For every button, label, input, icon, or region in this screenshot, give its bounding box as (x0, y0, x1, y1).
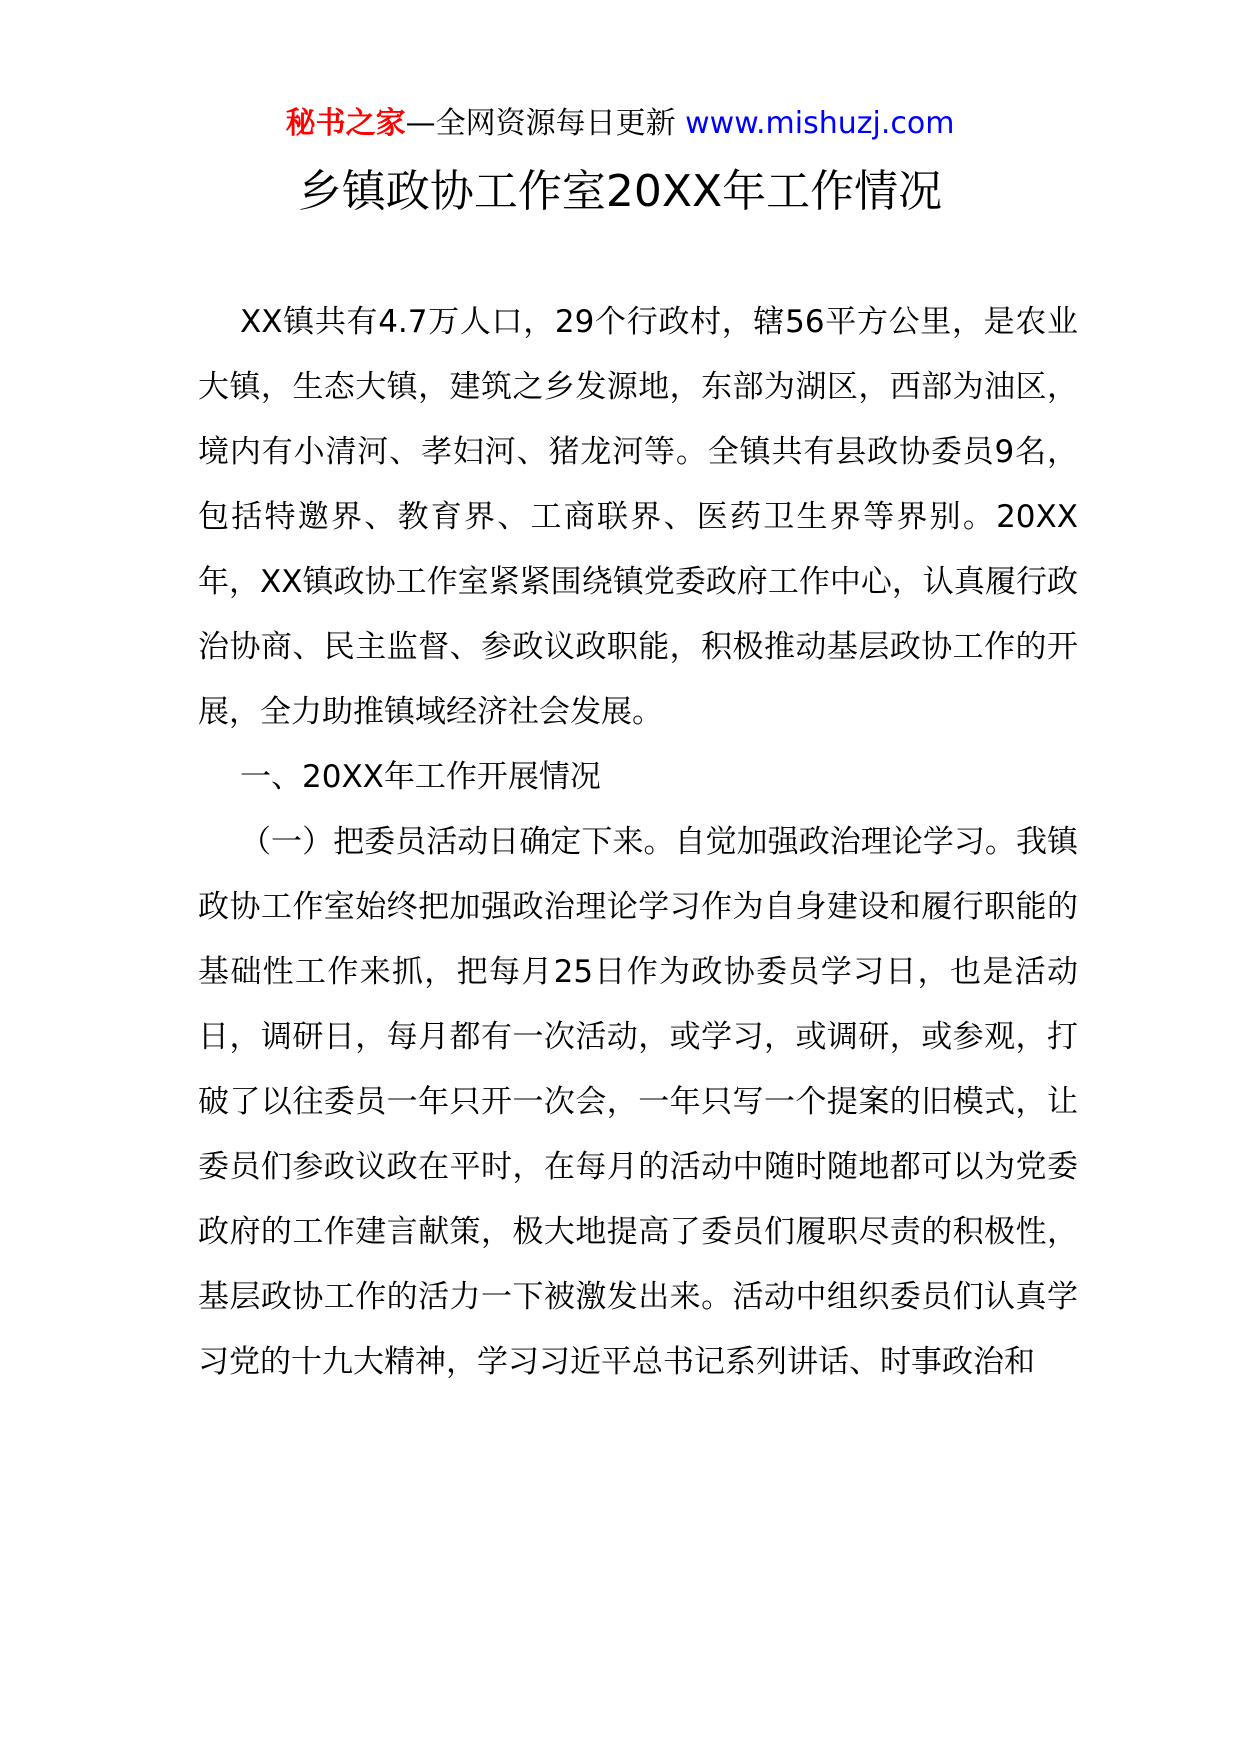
section-heading: 一、20XX年工作开展情况 (240, 759, 601, 795)
header-slogan: —全网资源每日更新 (405, 106, 676, 141)
intro-paragraph: XX镇共有4.7万人口，29个行政村，辖56平方公里，是农业大镇，生态大镇，建筑之乡发源地，东部为湖区，西部为油区，境内有小清河、孝妇河、猪龙河等。全镇共有县政协委员9名，包括特邀界、教育界、工商联界、医药卫生界等界别。20XX年，XX镇政协工作室紧紧围绕镇党委政府工作中心，认真履行政治协商、民主监督、参政议政职能，积极推动基层政协工作的开展，全力助推镇域经济社会发展。 (198, 304, 1078, 730)
header-banner (0, 104, 1240, 144)
document-body (198, 290, 1078, 1395)
document-title: 乡镇政协工作室20XX年工作情况 (297, 166, 943, 217)
brand-name: 秘书之家 (285, 106, 406, 141)
website-link[interactable]: www.mishuzj.com (685, 106, 955, 141)
subsection-paragraph: （一）把委员活动日确定下来。自觉加强政治理论学习。我镇政协工作室始终把加强政治理论学习作为自身建设和履行职能的基础性工作来抓，把每月25日作为政协委员学习日，也是活动日，调研日，每月都有一次活动，或学习，或调研，或参观，打破了以往委员一年只开一次会，一年只写一个提案的旧模式，让委员们参政议政在平时，在每月的活动中随时随地都可以为党委政府的工作建言献策，极大地提高了委员们履职尽责的积极性，基层政协工作的活力一下被激发出来。活动中组织委员们认真学习党的十九大精神，学习习近平总书记系列讲话、时事政治和 (198, 824, 1078, 1380)
